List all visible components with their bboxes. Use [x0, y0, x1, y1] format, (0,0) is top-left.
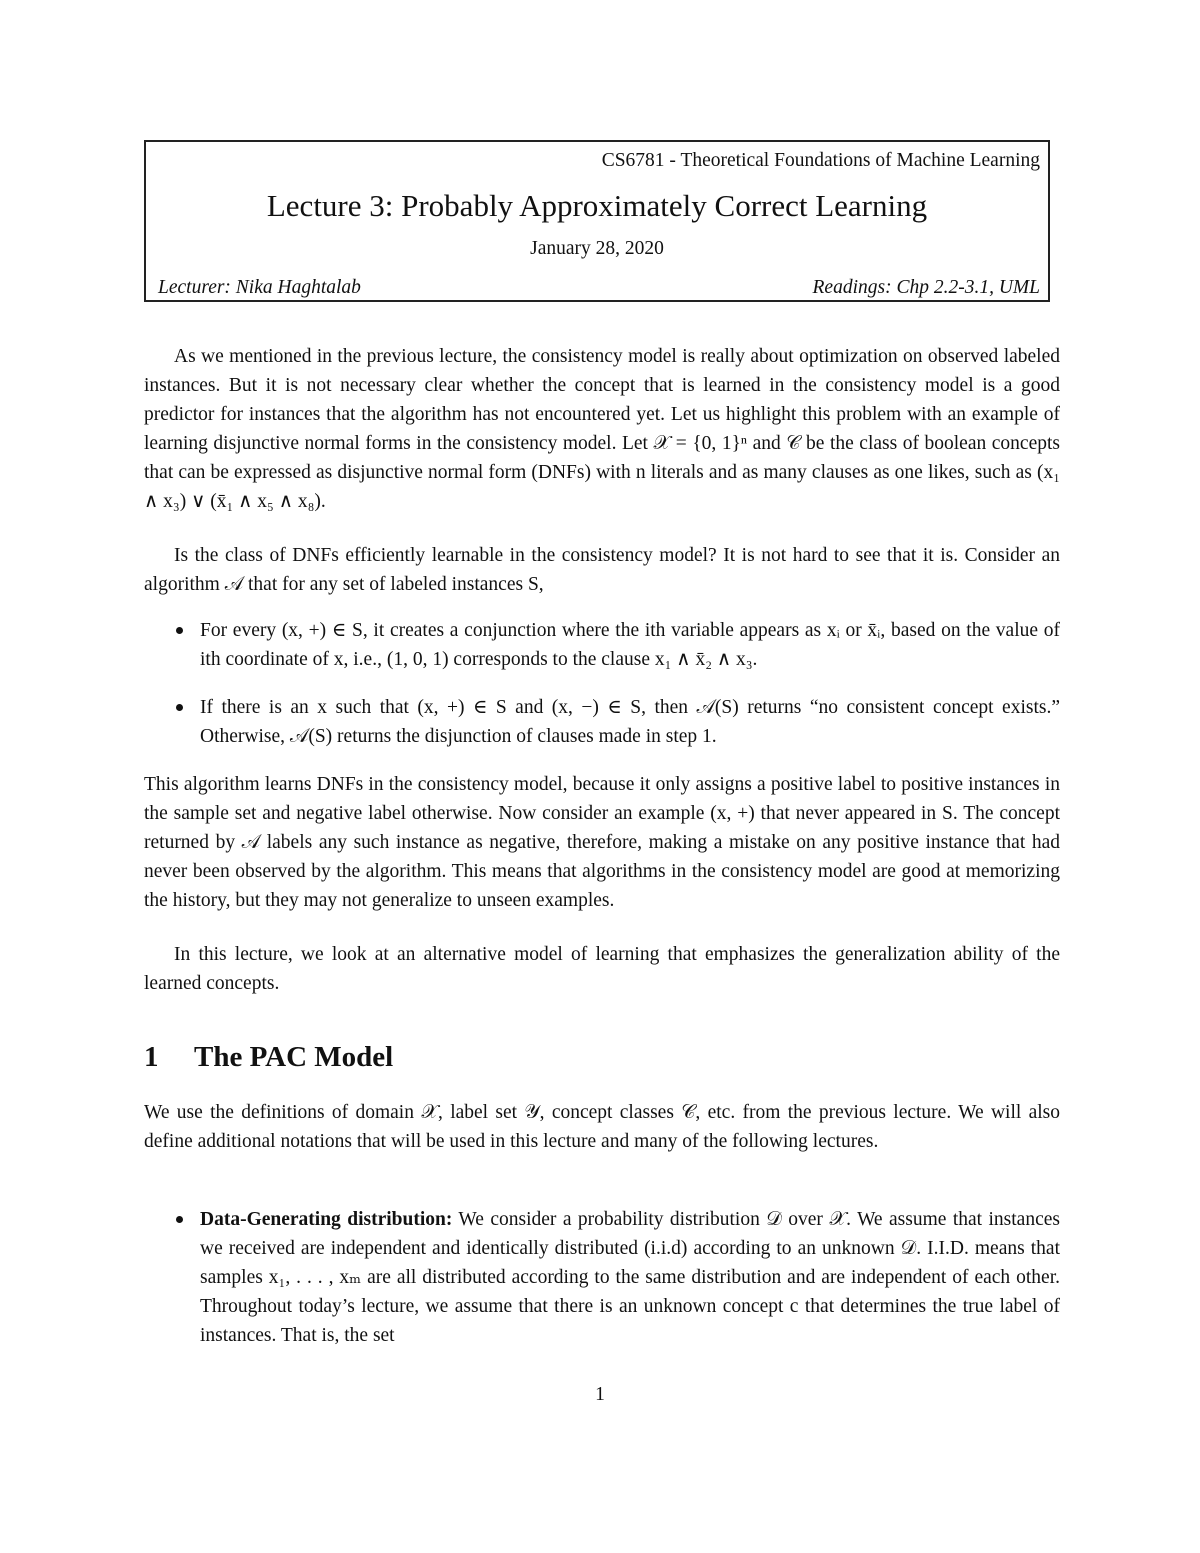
- intro-paragraph-1: As we mentioned in the previous lecture, the consistency model is really about optimization on observed labeled instances. But it is not necessary clear whether the concept that is learned in the consistency model is a good predictor for instances that the algorithm has not encountered yet. Let us highlight this problem with an example of learning disjunctive normal forms in the consistency model. Let 𝒳 = {0, 1}ⁿ and 𝒞 be the class of boolean concepts that can be expressed as disjunctive normal form (DNFs) with n literals and as many clauses as one likes, such as (x₁ ∧ x₃) ∨ (x̄₁ ∧ x₅ ∧ x₈).: [144, 346, 1060, 512]
- page-number: 1: [595, 1384, 605, 1405]
- list-item-text: For every (x, +) ∈ S, it creates a conjunction where the ith variable appears as xᵢ or x̄ᵢ, based on the value of ith coordinate of x, i.e., (1, 0, 1) corresponds to the clause x₁ ∧ x̄₂ ∧ x₃.: [200, 620, 1060, 670]
- section-number: 1: [144, 1041, 159, 1073]
- definitions-list: [144, 1205, 1060, 1369]
- list-item: [144, 616, 1060, 674]
- bullet-icon: [176, 704, 183, 711]
- readings: Readings: Chp 2.2-3.1, UML: [812, 277, 1040, 298]
- list-item: [144, 693, 1060, 751]
- lecture-date: January 28, 2020: [530, 238, 664, 259]
- section-title-text: The PAC Model: [194, 1041, 394, 1073]
- bullet-icon: [176, 627, 183, 634]
- section-heading: [144, 1037, 393, 1077]
- definition-term: Data-Generating distribution:: [200, 1209, 453, 1230]
- definition-text: We consider a probability distribution 𝒟 over 𝒳. We assume that instances we received are independent and identically distributed (i.i.d) according to an unknown 𝒟. I.I.D. means that samples x₁, . . . , xₘ are all distributed according to the same distribution and are independent of each other. Throughout today’s lecture, we assume that there is an unknown concept c that determines the true label of instances. That is, the set: [200, 1209, 1060, 1346]
- lecture-title: Lecture 3: Probably Approximately Correct Learning: [266, 188, 928, 223]
- intro-paragraph-4: In this lecture, we look at an alternative model of learning that emphasizes the generalization ability of the learned concepts.: [144, 944, 1060, 994]
- list-item: [144, 1205, 1060, 1350]
- lecture-header-box: [144, 140, 1050, 302]
- lecturer-name: Lecturer: Nika Haghtalab: [158, 277, 361, 298]
- intro-paragraph-3: This algorithm learns DNFs in the consistency model, because it only assigns a positive label to positive instances in the sample set and negative label otherwise. Now consider an example (x, +) that never appeared in S. The concept returned by 𝒜 labels any such instance as negative, therefore, making a mistake on any positive instance that had never been observed by the algorithm. This means that algorithms in the consistency model are good at memorizing the history, but they may not generalize to unseen examples.: [144, 774, 1060, 911]
- bullet-icon: [176, 1216, 183, 1223]
- course-title: CS6781 - Theoretical Foundations of Machine Learning: [601, 150, 1040, 171]
- list-item-text: If there is an x such that (x, +) ∈ S and (x, −) ∈ S, then 𝒜(S) returns “no consistent concept exists.” Otherwise, 𝒜(S) returns the disjunction of clauses made in step 1.: [200, 697, 1060, 747]
- intro-paragraph-2: Is the class of DNFs efficiently learnable in the consistency model? It is not hard to see that it is. Consider an algorithm 𝒜 that for any set of labeled instances S,: [144, 545, 1060, 595]
- algorithm-steps-list: [144, 616, 1060, 770]
- section-paragraph-1: We use the definitions of domain 𝒳, label set 𝒴, concept classes 𝒞, etc. from the previous lecture. We will also define additional notations that will be used in this lecture and many of the following lectures.: [144, 1102, 1060, 1152]
